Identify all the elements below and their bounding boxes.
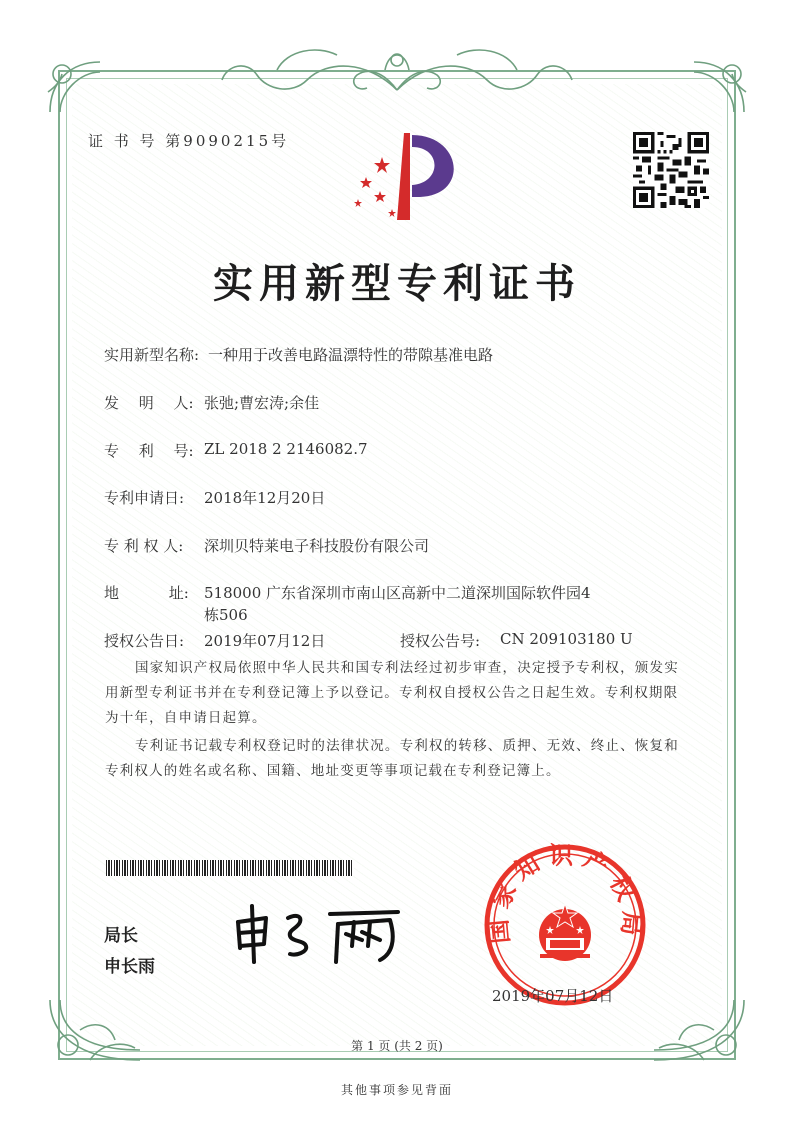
seal-text: 国家知识产权局: [483, 841, 647, 945]
field-label-grant-date: 授权公告日:: [104, 632, 185, 650]
patent-office-logo: [342, 125, 462, 225]
field-value-publication-number: CN 209103180 U: [500, 630, 633, 648]
corner-ornament-top-left: [40, 52, 110, 122]
issue-date: 2019年07月12日: [492, 987, 614, 1005]
signatory-name: 申长雨: [104, 957, 155, 977]
field-label-inventor: 发 明 人:: [104, 394, 194, 412]
certificate-title: 实用新型专利证书: [213, 261, 581, 307]
back-note: 其他事项参见背面: [340, 1083, 453, 1097]
signatory-title: 局长: [104, 926, 138, 946]
field-label-patentee: 专 利 权 人:: [104, 537, 184, 555]
top-ornament: [217, 40, 577, 100]
field-value-grant-date: 2019年07月12日: [204, 632, 326, 650]
corner-ornament-bottom-right: [644, 990, 754, 1070]
statement-paragraph-1: 国家知识产权局依照中华人民共和国专利法经过初步审查，决定授予专利权，颁发实用新型专利证书并在专利登记簿上予以登记。专利权自授权公告之日起生效。专利权期限为十年，自申请日起算。: [105, 660, 679, 726]
field-value-utility-model-name: 一种用于改善电路温漂特性的带隙基准电路: [208, 346, 494, 364]
field-label-address: 地 址:: [104, 584, 189, 602]
field-value-inventor: 张弛;曹宏涛;余佳: [204, 394, 320, 412]
field-value-address-line2: 栋506: [204, 606, 248, 624]
corner-ornament-top-right: [684, 52, 754, 122]
page-info: 第 1 页 (共 2 页): [351, 1039, 443, 1053]
field-value-patentee: 深圳贝特莱电子科技股份有限公司: [204, 537, 430, 555]
field-label-publication-number: 授权公告号:: [400, 632, 481, 650]
certificate-number: 证 书 号 第9090215号: [88, 132, 290, 150]
field-label-patent-number: 专 利 号:: [104, 442, 194, 460]
field-label-application-date: 专利申请日:: [104, 489, 185, 507]
field-value-application-date: 2018年12月20日: [204, 489, 326, 507]
qr-code: [633, 132, 709, 208]
field-value-patent-number: ZL 2018 2 2146082.7: [204, 440, 368, 458]
director-signature: [230, 900, 410, 970]
field-label-utility-model-name: 实用新型名称:: [104, 346, 200, 364]
corner-ornament-bottom-left: [40, 990, 150, 1070]
field-value-address: 518000 广东省深圳市南山区高新中二道深圳国际软件园4: [204, 584, 591, 602]
barcode: [106, 860, 354, 876]
statement-paragraph-2: 专利证书记载专利权登记时的法律状况。专利权的转移、质押、无效、终止、恢复和专利权人的姓名或名称、国籍、地址变更等事项记载在专利登记簿上。: [105, 738, 679, 779]
